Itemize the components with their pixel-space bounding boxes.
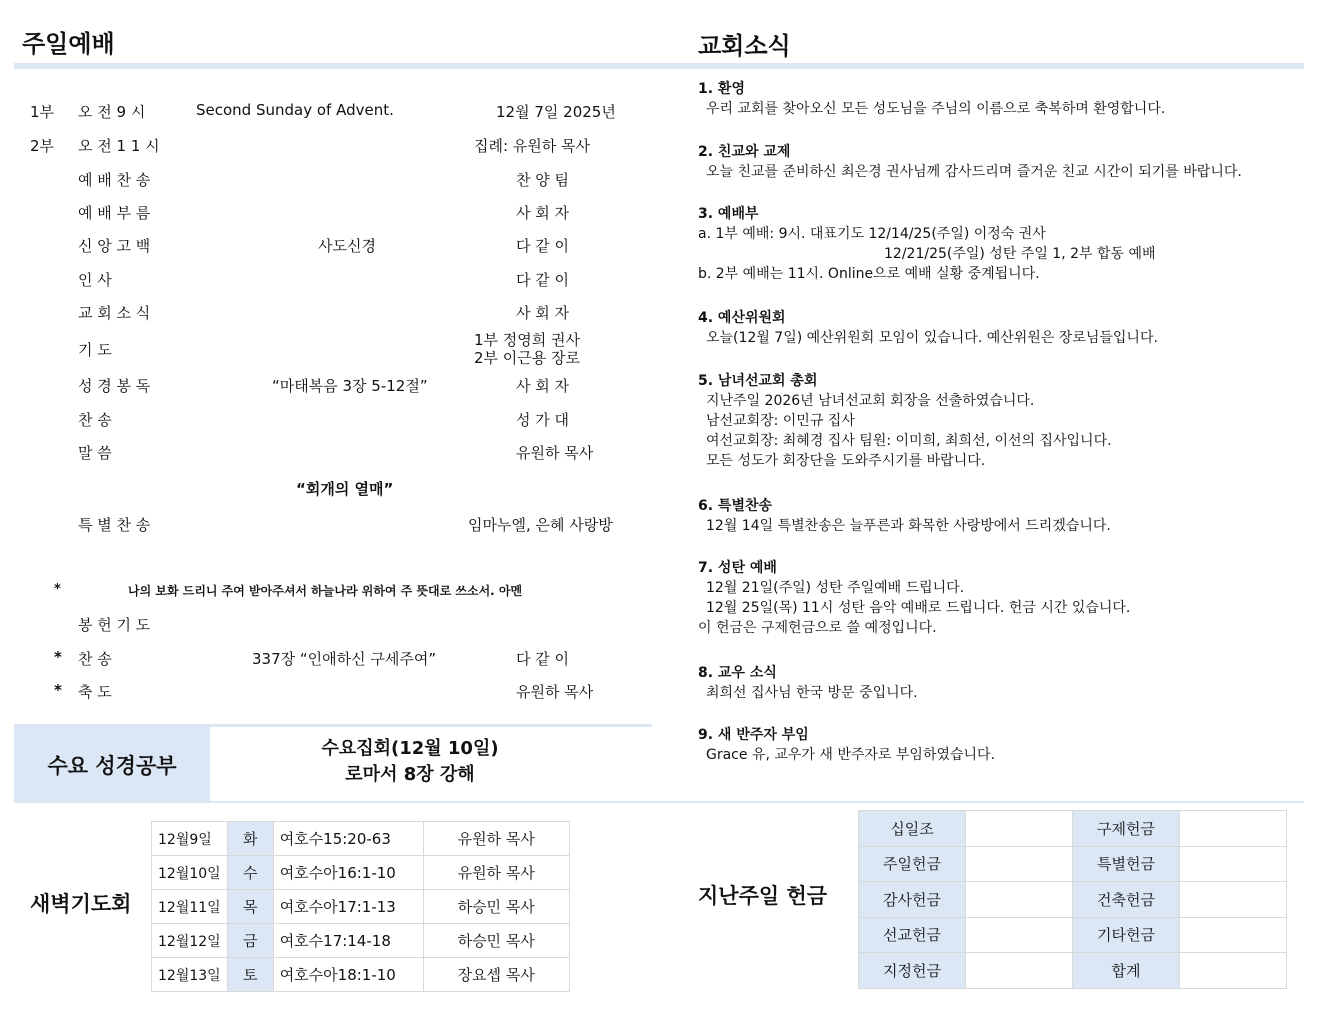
- sermon-title: “회개의 열매”: [296, 480, 394, 498]
- order-item: 축 도: [78, 683, 112, 701]
- table-row: [152, 924, 570, 958]
- news-line: 12월 25일(목) 11시 성탄 음악 예배로 드립니다. 헌금 시간 있습니다.: [706, 600, 1131, 616]
- offering-category: 기타헌금: [1073, 917, 1180, 953]
- news-line: 12월 14일 특별찬송은 늘푸른과 화목한 사랑방에서 드리겠습니다.: [706, 518, 1111, 534]
- table-row: [859, 811, 1287, 847]
- news-line: 오늘(12월 7일) 예산위원회 모임이 있습니다. 예산위원은 장로님들입니다.: [706, 330, 1158, 346]
- offering-amount: [1180, 882, 1287, 918]
- offering-label: 지난주일 헌금: [698, 884, 828, 908]
- news-line: 오늘 친교를 준비하신 최은경 권사님께 감사드리며 즐거운 친교 시간이 되기를 바랍니다.: [706, 164, 1242, 180]
- offering-amount: [1180, 953, 1287, 989]
- order-leader: 유원하 목사: [516, 683, 594, 701]
- order-leader: 유원하 목사: [516, 444, 594, 462]
- order-row: [30, 169, 680, 189]
- order-middle: 337장 “인애하신 구세주여”: [252, 650, 437, 668]
- news-heading: 5. 남녀선교회 총회: [698, 373, 818, 389]
- service-date: 12월 7일 2025년: [496, 103, 616, 121]
- dawn-verse: 여호수아17:1-13: [273, 890, 423, 924]
- table-row: [859, 953, 1287, 989]
- dawn-label: 새벽기도회: [30, 892, 132, 916]
- order-leader: 찬 양 팀: [516, 171, 570, 189]
- dawn-table: [151, 821, 570, 992]
- table-row: [152, 856, 570, 890]
- order-item: 예 배 부 름: [78, 204, 151, 222]
- order-row: [30, 375, 680, 395]
- dawn-pastor: 유원하 목사: [423, 822, 569, 856]
- presider: 집례: 유원하 목사: [474, 137, 591, 155]
- wednesday-content: [210, 736, 610, 788]
- prayer-leader-2: 2부 이근용 장로: [474, 349, 581, 367]
- dawn-verse: 여호수아18:1-10: [273, 958, 423, 992]
- order-leader: 다 같 이: [516, 237, 570, 255]
- offering-table: [858, 810, 1287, 989]
- service-1-row: [30, 101, 680, 121]
- news-heading: 1. 환영: [698, 81, 745, 97]
- news-heading: 2. 친교와 교제: [698, 144, 791, 160]
- news-heading: 4. 예산위원회: [698, 310, 786, 326]
- dawn-verse: 여호수아16:1-10: [273, 856, 423, 890]
- news-item: [698, 78, 1165, 118]
- order-row: [30, 235, 680, 255]
- dawn-day: 금: [227, 924, 273, 958]
- offering-amount: [1180, 917, 1287, 953]
- offertory-row: [30, 582, 680, 602]
- news-line: 여선교회장: 최혜경 집사 팀원: 이미희, 최희선, 이선의 집사입니다.: [706, 433, 1112, 449]
- service-2-row: [30, 135, 680, 155]
- news-line: 남선교회장: 이민규 집사: [706, 413, 855, 429]
- service-part: 1부: [30, 103, 55, 121]
- order-row: [30, 269, 680, 289]
- order-leader: 다 같 이: [516, 650, 570, 668]
- offering-category: 합계: [1073, 953, 1180, 989]
- news-item: [698, 141, 1242, 181]
- offering-amount: [966, 917, 1073, 953]
- dawn-date: 12월9일: [152, 822, 228, 856]
- dawn-pastor: 하승민 목사: [423, 890, 569, 924]
- dawn-day: 토: [227, 958, 273, 992]
- order-item: 신 앙 고 백: [78, 237, 151, 255]
- dawn-date: 12월11일: [152, 890, 228, 924]
- order-leader: 사 회 자: [516, 204, 570, 222]
- order-item: 봉 헌 기 도: [78, 616, 151, 634]
- order-row: [30, 681, 680, 701]
- dawn-verse: 여호수17:14-18: [273, 924, 423, 958]
- order-item: 예 배 찬 송: [78, 171, 151, 189]
- order-row: [30, 442, 680, 462]
- offering-category: 감사헌금: [859, 882, 966, 918]
- offering-amount: [1180, 811, 1287, 847]
- dawn-day: 수: [227, 856, 273, 890]
- star-mark: *: [54, 681, 62, 699]
- order-leader: 임마누엘, 은혜 사랑방: [468, 516, 613, 534]
- news-title: 교회소식: [698, 32, 791, 60]
- divider: [14, 801, 1304, 803]
- offering-category: 선교헌금: [859, 917, 966, 953]
- order-row: [30, 648, 680, 668]
- order-item: 인 사: [78, 271, 112, 289]
- offering-amount: [966, 882, 1073, 918]
- news-heading: 7. 성탄 예배: [698, 560, 777, 576]
- news-line: a. 1부 예배: 9시. 대표기도 12/14/25(주일) 이정숙 권사: [698, 226, 1046, 242]
- order-leader: 사 회 자: [516, 377, 570, 395]
- order-item: 기 도: [78, 341, 112, 359]
- prayer-leader-2-row: [30, 347, 680, 367]
- order-middle: “마태복음 3장 5-12절”: [272, 377, 428, 395]
- worship-title: 주일예배: [22, 30, 115, 58]
- news-line: 12월 21일(주일) 성탄 주일예배 드립니다.: [706, 580, 965, 596]
- order-row: [30, 202, 680, 222]
- offering-category: 특별헌금: [1073, 846, 1180, 882]
- offering-amount: [966, 811, 1073, 847]
- offering-category: 십일조: [859, 811, 966, 847]
- dawn-date: 12월10일: [152, 856, 228, 890]
- table-row: [152, 890, 570, 924]
- wednesday-label: 수요 성경공부: [14, 727, 210, 802]
- news-item: [698, 495, 1111, 535]
- offering-category: 지정헌금: [859, 953, 966, 989]
- service-part: 2부: [30, 137, 55, 155]
- order-item: 말 씀: [78, 444, 112, 462]
- order-row: [30, 614, 680, 634]
- news-line: b. 2부 예배는 11시. Online으로 예배 실황 중계됩니다.: [698, 266, 1040, 282]
- news-item: [698, 557, 1130, 637]
- dawn-verse: 여호수15:20-63: [273, 822, 423, 856]
- news-item: [698, 724, 995, 764]
- order-item: 찬 송: [78, 650, 112, 668]
- sermon-row: [30, 478, 680, 498]
- order-item: 찬 송: [78, 411, 112, 429]
- order-leader: 사 회 자: [516, 304, 570, 322]
- news-item: [698, 370, 1112, 470]
- offering-amount: [966, 846, 1073, 882]
- dawn-pastor: 장요셉 목사: [423, 958, 569, 992]
- dawn-date: 12월12일: [152, 924, 228, 958]
- offering-category: 건축헌금: [1073, 882, 1180, 918]
- news-line: 12/21/25(주일) 성탄 주일 1, 2부 합동 예배: [884, 246, 1156, 262]
- dawn-day: 목: [227, 890, 273, 924]
- prayer-leader-1-row: [30, 329, 680, 349]
- wednesday-line-2: 로마서 8장 강해: [345, 764, 475, 785]
- news-heading: 3. 예배부: [698, 206, 759, 222]
- service-time: 오 전 9 시: [78, 103, 146, 121]
- dawn-date: 12월13일: [152, 958, 228, 992]
- order-row: [30, 302, 680, 322]
- order-row: [30, 409, 680, 429]
- table-row: [859, 917, 1287, 953]
- order-leader: 다 같 이: [516, 271, 570, 289]
- order-item: 성 경 봉 독: [78, 377, 151, 395]
- news-heading: 9. 새 반주자 부임: [698, 727, 809, 743]
- wednesday-line-1: 수요집회(12월 10일): [321, 738, 499, 759]
- news-line: 우리 교회를 찾아오신 모든 성도님을 주님의 이름으로 축복하며 환영합니다.: [706, 101, 1166, 117]
- table-row: [152, 958, 570, 992]
- star-mark: *: [54, 648, 62, 666]
- offertory-note: 나의 보화 드리니 주여 받아주셔서 하늘나라 위하여 주 뜻대로 쓰소서. 아멘: [128, 584, 523, 598]
- news-item: [698, 307, 1158, 347]
- table-row: [152, 822, 570, 856]
- news-line: 이 헌금은 구제헌금으로 쓸 예정입니다.: [698, 620, 937, 636]
- service-time: 오 전 1 1 시: [78, 137, 160, 155]
- offering-amount: [966, 953, 1073, 989]
- header-divider: [14, 63, 1304, 69]
- news-heading: 6. 특별찬송: [698, 498, 773, 514]
- service-theme: Second Sunday of Advent.: [196, 101, 394, 119]
- news-heading: 8. 교우 소식: [698, 665, 777, 681]
- table-row: [859, 846, 1287, 882]
- news-line: 최희선 집사님 한국 방문 중입니다.: [706, 685, 918, 701]
- offering-category: 구제헌금: [1073, 811, 1180, 847]
- prayer-leader-1: 1부 정영희 권사: [474, 331, 581, 349]
- dawn-pastor: 유원하 목사: [423, 856, 569, 890]
- offering-category: 주일헌금: [859, 846, 966, 882]
- dawn-pastor: 하승민 목사: [423, 924, 569, 958]
- news-line: 모든 성도가 회장단을 도와주시기를 바랍니다.: [706, 453, 986, 469]
- dawn-day: 화: [227, 822, 273, 856]
- offering-amount: [1180, 846, 1287, 882]
- news-line: 지난주일 2026년 남녀선교회 회장을 선출하였습니다.: [706, 393, 1035, 409]
- news-line: Grace 유, 교우가 새 반주자로 부임하였습니다.: [706, 747, 996, 763]
- news-item: [698, 203, 1156, 283]
- order-leader: 성 가 대: [516, 411, 570, 429]
- table-row: [859, 882, 1287, 918]
- star-mark: *: [54, 582, 61, 597]
- order-middle: 사도신경: [318, 237, 376, 255]
- order-item: 교 회 소 식: [78, 304, 151, 322]
- news-item: [698, 662, 918, 702]
- order-item: 특 별 찬 송: [78, 516, 151, 534]
- special-row: [30, 514, 680, 534]
